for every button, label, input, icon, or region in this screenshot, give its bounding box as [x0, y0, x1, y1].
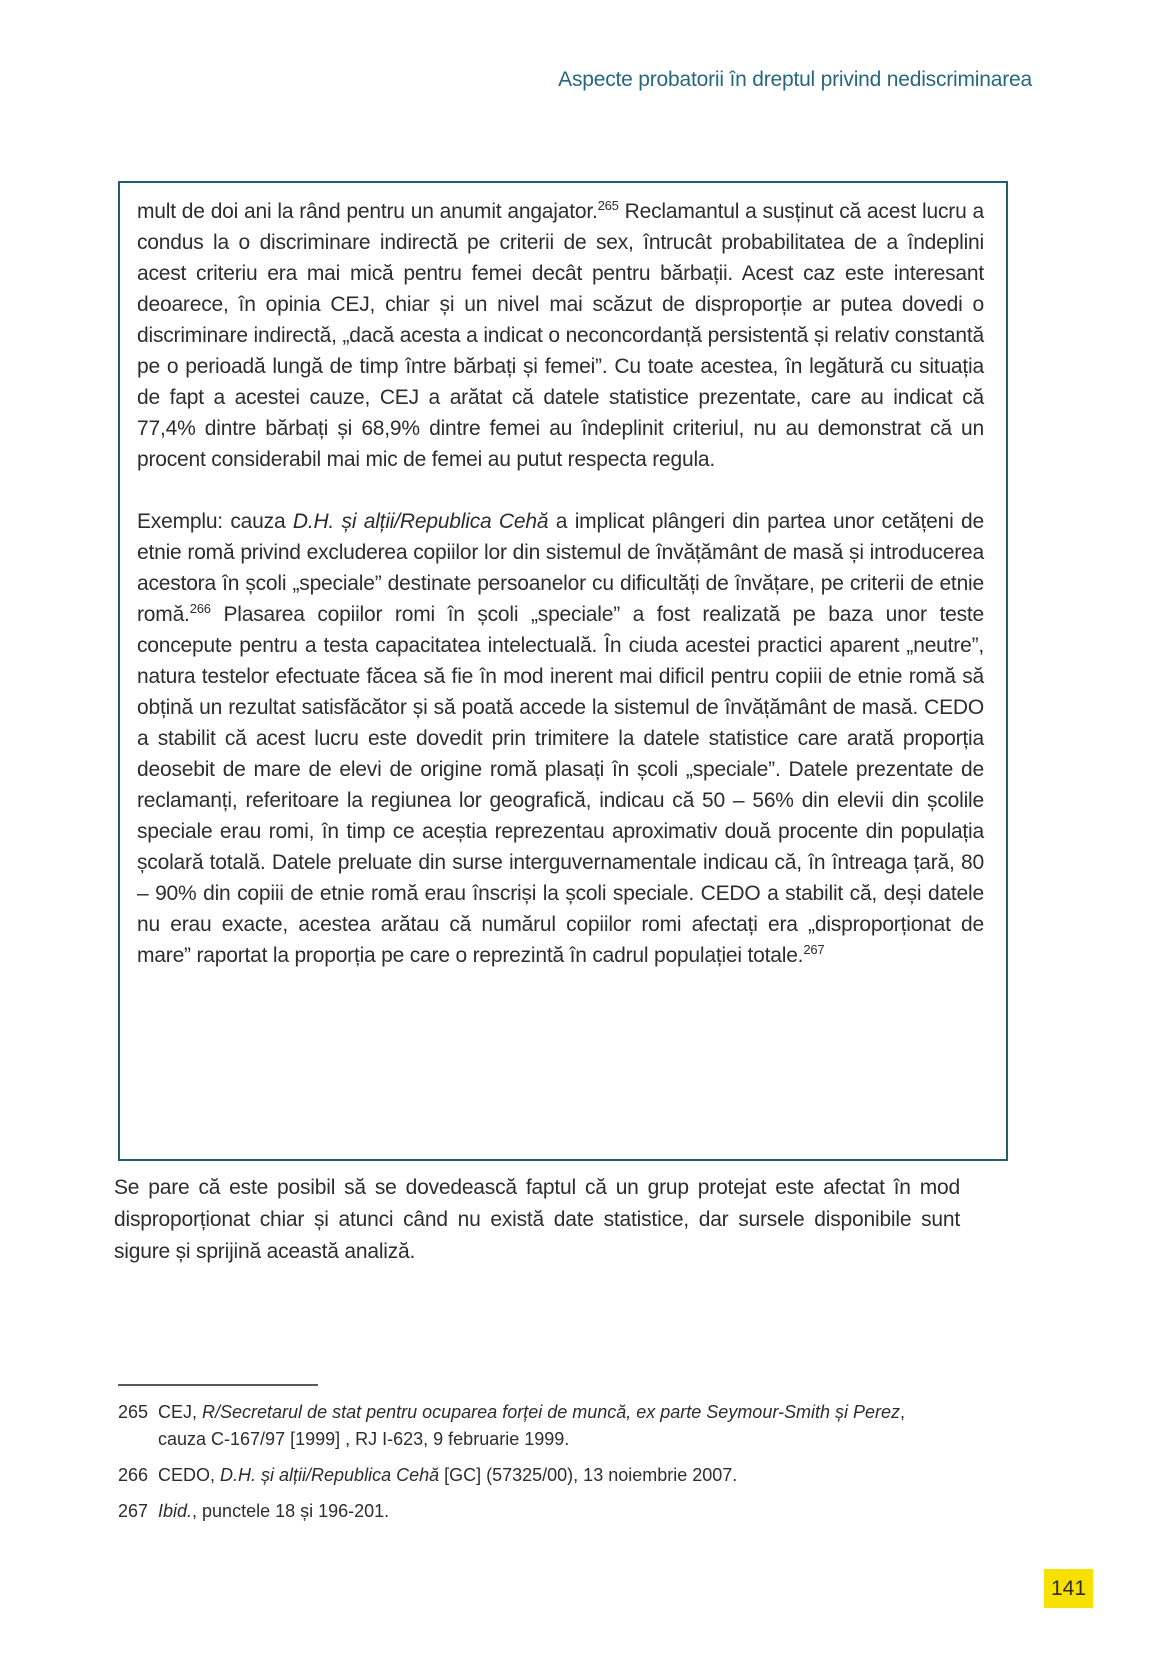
example-box: [118, 181, 1008, 1161]
footnote-text: CEJ, R/Secretarul de stat pentru ocuparea forței de muncă, ex parte Seymour-Smith și Perez, cauza C-167/97 [1999] , RJ I-623, 9 februarie 1999.: [158, 1402, 906, 1449]
page-number-badge: [1044, 1569, 1093, 1608]
page-number: 141: [1050, 1576, 1087, 1600]
footnote-266: [118, 1462, 938, 1489]
footnote-separator: [118, 1384, 318, 1386]
running-header: Aspecte probatorii în dreptul privind nediscriminarea: [558, 68, 1032, 91]
footnote-267: [118, 1498, 938, 1525]
example-box-paragraph-2: Exemplu: cauza D.H. și alții/Republica Cehă a implicat plângeri din partea unor cetățeni de etnie romă privind excluderea copiilor lor din sistemul de învățământ de masă și introducerea acestora în școli „speciale” destinate persoanelor cu dificultăți de învățare, pe criterii de etnie romă.$^{266}$ Plasarea copiilor romi în școli „speciale” a fost realizată pe baza unor teste concepute pentru a testa capacitatea intelectuală. În ciuda acestei practici aparent „neutre”, natura testelor efectuate făcea să fie în mod inerent mai dificil pentru copiii de etnie romă să obțină un rezultat satisfăcător și să poată accede la sistemul de învățământ de masă. CEDO a stabilit că acest lucru este dovedit prin trimitere la datele statistice care arată proporția deosebit de mare de elevi de origine romă plasați în școli „speciale”. Datele prezentate de reclamanți, referitoare la regiunea lor geografică, indicau că 50 – 56% din elevii din școlile speciale erau romi, în timp ce aceștia reprezentau aproximativ două procente din populația școlară totală. Datele preluate din surse interguvernamentale indicau că, în întreaga țară, 80 – 90% din copiii de etnie romă erau înscriși la școli speciale. CEDO a stabilit că, deși datele nu erau exacte, acestea arătau că numărul copiilor romi afectați era „disproporționat de mare” raportat la proporția pe care o reprezintă în cadrul populației totale.$^{267}$: [137, 510, 984, 967]
body-paragraph: Se pare că este posibil să se dovedească faptul că un grup protejat este afectat în mod disproporționat chiar și atunci când nu există date statistice, dar sursele disponibile sunt sigure și sprijină această analiză.: [114, 1176, 960, 1263]
footnote-text: Ibid., punctele 18 și 196-201.: [158, 1501, 390, 1521]
footnote-number: 265: [118, 1402, 149, 1422]
footnote-text: CEDO, D.H. și alții/Republica Cehă [GC] (57325/00), 13 noiembrie 2007.: [158, 1465, 738, 1485]
footnote-265: [118, 1399, 938, 1453]
footnotes-section: [118, 1384, 938, 1534]
footnote-number: 267: [118, 1501, 149, 1521]
footnote-number: 266: [118, 1465, 149, 1485]
example-box-paragraph-1: mult de doi ani la rând pentru un anumit angajator.$^{265}$ Reclamantul a susținut că acest lucru a condus la o discriminare indirectă pe criterii de sex, întrucât probabilitatea de a îndeplini acest criteriu era mai mică pentru femei decât pentru bărbații. Acest caz este interesant deoarece, în opinia CEJ, chiar și un nivel mai scăzut de disproporție ar putea dovedi o discriminare indirectă, „dacă acesta a indicat o neconcordanță persistentă și relativ constantă pe o perioadă lungă de timp între bărbați și femei”. Cu toate acestea, în legătură cu situația de fapt a acestei cauze, CEJ a arătat că datele statistice prezentate, care au indicat că 77,4% dintre bărbați și 68,9% dintre femei au îndeplinit criteriul, nu au demonstrat că un procent considerabil mai mic de femei au putut respecta regula.: [137, 198, 984, 471]
